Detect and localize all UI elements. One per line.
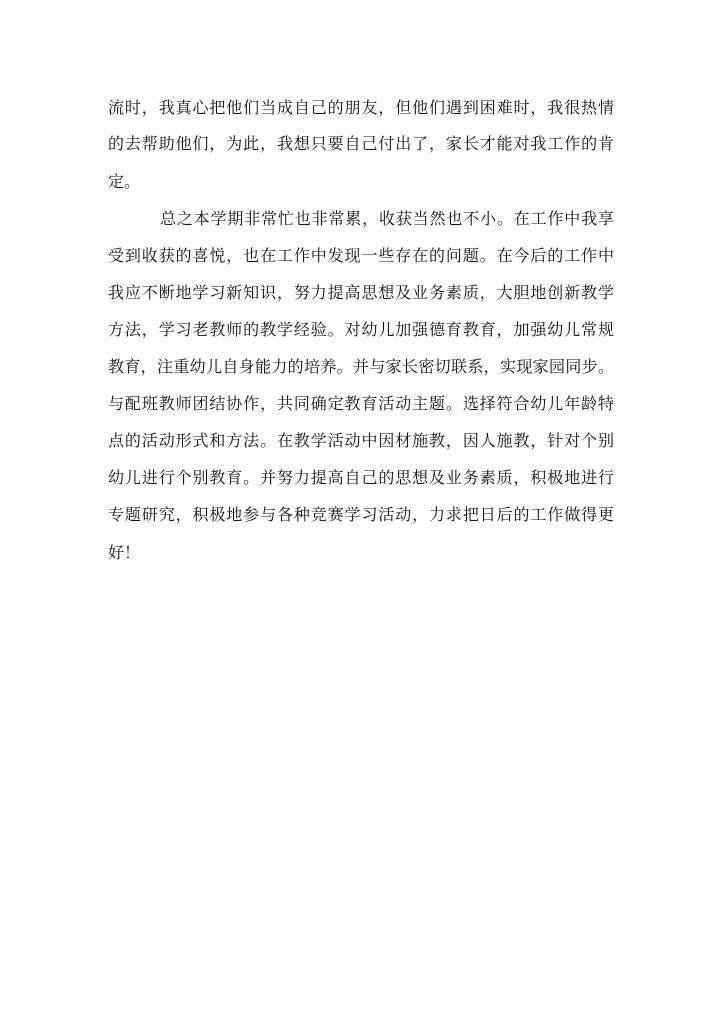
text-line-12: 专题研究，积极地参与各种竞赛学习活动，力求把日后的工作做得更 (108, 505, 614, 524)
text-line-3: 定。 (108, 172, 141, 191)
text-line-9: 与配班教师团结协作，共同确定教育活动主题。选择符合幼儿年龄特 (108, 394, 614, 413)
text-line-2: 的去帮助他们，为此，我想只要自己付出了，家长才能对我工作的肯 (108, 134, 614, 153)
text-line-6: 我应不断地学习新知识，努力提高思想及业务素质，大胆地创新教学 (108, 283, 614, 302)
text-line-8: 教育，注重幼儿自身能力的培养。并与家长密切联系，实现家园同步。 (108, 357, 614, 376)
text-line-5: 受到收获的喜悦，也在工作中发现一些存在的问题。在今后的工作中 (108, 246, 614, 265)
text-line-7: 方法，学习老教师的教学经验。对幼儿加强德育教育，加强幼儿常规 (108, 320, 614, 339)
text-line-4: 总之本学期非常忙也非常累，收获当然也不小。在工作中我享 (160, 209, 614, 228)
text-line-10: 点的活动形式和方法。在教学活动中因材施教，因人施教，针对个别 (108, 431, 614, 450)
text-line-11: 幼儿进行个别教育。并努力提高自己的思想及业务素质，积极地进行 (108, 468, 614, 487)
text-line-1: 流时，我真心把他们当成自己的朋友，但他们遇到困难时，我很热情 (108, 98, 614, 117)
text-line-13: 好！ (108, 543, 141, 562)
